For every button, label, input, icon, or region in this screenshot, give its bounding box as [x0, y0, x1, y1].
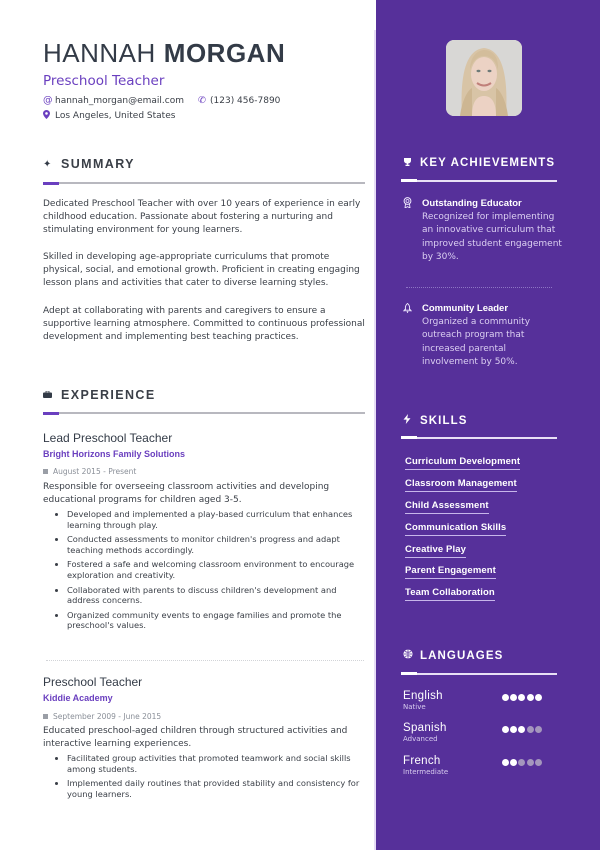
languages-heading-text: LANGUAGES	[420, 649, 504, 662]
skill-item	[405, 500, 520, 522]
skills-divider	[401, 437, 557, 439]
job-dates	[43, 712, 161, 721]
summary-divider	[43, 182, 365, 184]
location-row	[43, 110, 175, 122]
last-name: MORGAN	[163, 38, 286, 68]
email-link[interactable]: hannah_morgan@email.com	[55, 95, 184, 106]
job-bullets	[55, 753, 367, 803]
skill-label: Parent Engagement	[405, 565, 496, 579]
job-bullet: Developed and implemented a play-based curriculum that enhances learning through play.	[55, 509, 367, 530]
rating-dot-filled	[510, 726, 517, 733]
skill-item	[405, 544, 520, 566]
skill-label: Creative Play	[405, 544, 466, 558]
experience-heading	[43, 388, 156, 402]
achievements-heading	[403, 157, 555, 169]
skill-item	[405, 456, 520, 478]
job-bullet: Collaborated with parents to discuss children's development and address concerns.	[55, 585, 367, 606]
rating-dot-empty	[535, 726, 542, 733]
rating-dot-filled	[510, 694, 517, 701]
language-rating	[502, 694, 543, 701]
language-rating	[502, 759, 543, 766]
achievements-heading-text: KEY ACHIEVEMENTS	[420, 157, 556, 169]
experience-heading-text: EXPERIENCE	[61, 388, 156, 402]
language-name: French	[403, 755, 441, 767]
skill-label: Communication Skills	[405, 522, 506, 536]
rating-dot-empty	[527, 726, 534, 733]
briefcase-icon	[43, 390, 61, 401]
lightning-icon	[403, 414, 420, 427]
rating-dot-empty	[535, 759, 542, 766]
summary-heading-text: SUMMARY	[61, 157, 135, 171]
languages-divider	[401, 673, 557, 675]
job-title: Lead Preschool Teacher	[43, 431, 173, 445]
job-dates	[43, 467, 136, 476]
job-bullet: Facilitated group activities that promoted teamwork and social skills among students.	[55, 753, 367, 774]
job-bullet: Implemented daily routines that provided stability and consistency for young learners.	[55, 778, 367, 799]
rocket-icon	[403, 303, 412, 316]
summary-paragraph: Dedicated Preschool Teacher with over 10 years of experience in early childhood education. Passionate about fostering a nurturing and stimulating environment for young learners.	[43, 199, 361, 236]
job-dates-text: September 2009 - June 2015	[53, 712, 162, 721]
contact-row	[43, 95, 280, 106]
job-bullet: Organized community events to engage families and promote the preschool's values.	[55, 610, 367, 631]
summary-paragraph: Skilled in developing age-appropriate curriculums that promote physical, social, and emotional growth. Proficient in creating engaging lesson plans and activities that cater to diverse learning styles.	[43, 252, 360, 289]
skill-label: Child Assessment	[405, 500, 489, 514]
calendar-icon	[43, 469, 48, 474]
candidate-name	[43, 38, 285, 69]
summary-paragraph: Adept at collaborating with parents and caregivers to ensure a supportive learning atmosphere. Committed to continuous professional development and implementing best teaching practices.	[43, 306, 365, 343]
summary-heading	[43, 157, 135, 171]
job-description: Responsible for overseeing classroom activities and developing educational programs for children aged 3-5.	[43, 482, 330, 505]
first-name: HANNAH	[43, 38, 156, 68]
globe-icon	[403, 649, 420, 662]
at-icon: @	[43, 95, 53, 106]
skill-item	[405, 587, 520, 609]
rating-dot-filled	[502, 759, 509, 766]
profile-photo	[446, 40, 522, 116]
achievement-separator	[406, 287, 552, 288]
phone-link[interactable]: (123) 456-7890	[210, 95, 281, 106]
skill-label: Curriculum Development	[405, 456, 520, 470]
company-name: Bright Horizons Family Solutions	[43, 449, 186, 459]
language-name: Spanish	[403, 722, 447, 734]
skill-item	[405, 522, 520, 544]
language-level: Advanced	[403, 735, 438, 743]
language-name: English	[403, 690, 443, 702]
award-ribbon-icon	[403, 197, 412, 211]
languages-heading	[403, 649, 503, 662]
language-level: Intermediate	[403, 768, 449, 776]
achievement-title: Community Leader	[422, 303, 509, 314]
job-bullet: Fostered a safe and welcoming classroom environment to encourage exploration and creativity.	[55, 559, 367, 580]
language-item	[403, 755, 553, 776]
rating-dot-filled	[510, 759, 517, 766]
rating-dot-filled	[502, 726, 509, 733]
location-text: Los Angeles, United States	[55, 111, 176, 121]
achievement-description: Recognized for implementing an innovative curriculum that improved student engagement by 30%.	[422, 212, 562, 262]
rating-dot-filled	[518, 694, 525, 701]
trophy-icon	[403, 158, 420, 169]
skills-heading	[403, 414, 468, 427]
rating-dot-filled	[518, 726, 525, 733]
rating-dot-empty	[527, 759, 534, 766]
job-title: Preschool Teacher	[43, 675, 143, 689]
rating-dot-filled	[527, 694, 534, 701]
job-bullet: Conducted assessments to monitor children's progress and adapt teaching methods accordingly.	[55, 534, 367, 555]
map-pin-icon	[43, 110, 55, 122]
skills-list	[405, 456, 520, 609]
company-name: Kiddie Academy	[43, 693, 113, 703]
language-rating	[502, 726, 543, 733]
experience-divider	[43, 412, 365, 414]
rating-dot-empty	[518, 759, 525, 766]
rating-dot-filled	[502, 694, 509, 701]
phone-item	[198, 95, 280, 106]
job-separator	[46, 660, 364, 661]
job-bullets	[55, 509, 367, 635]
sidebar-edge	[374, 30, 376, 850]
phone-icon: ✆	[198, 95, 206, 106]
skill-item	[405, 478, 520, 500]
skills-heading-text: SKILLS	[420, 414, 468, 427]
job-dates-text: August 2015 - Present	[53, 467, 137, 476]
calendar-icon	[43, 714, 48, 719]
language-item	[403, 690, 553, 711]
achievement-title: Outstanding Educator	[422, 198, 522, 209]
language-item	[403, 722, 553, 743]
rating-dot-filled	[535, 694, 542, 701]
skill-label: Team Collaboration	[405, 587, 495, 601]
sparkle-icon: ✦	[43, 158, 52, 170]
language-level: Native	[403, 703, 426, 711]
skill-label: Classroom Management	[405, 478, 517, 492]
job-description: Educated preschool-aged children through structured activities and interactive learning experiences.	[43, 726, 348, 749]
achievement-description: Organized a community outreach program that increased parental involvement by 50%.	[422, 317, 531, 367]
skill-item	[405, 565, 520, 587]
job-headline: Preschool Teacher	[43, 73, 165, 89]
achievements-divider	[401, 180, 557, 182]
